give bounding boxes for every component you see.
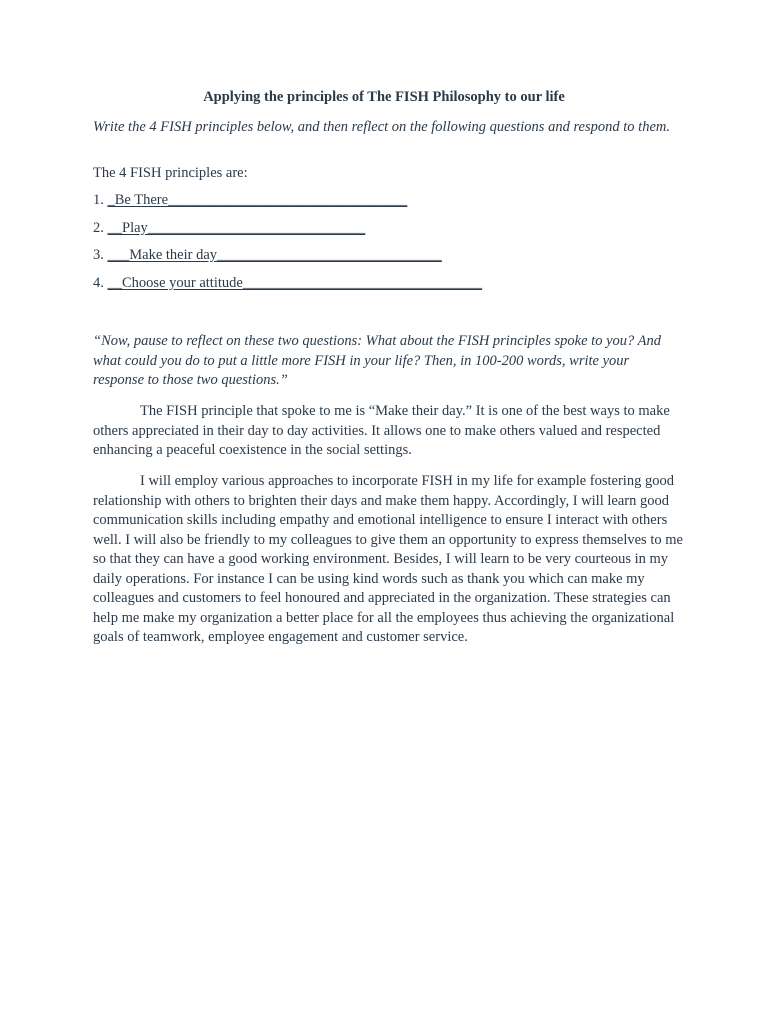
principle-answer: _Be There_________________________________ <box>107 192 408 208</box>
principle-item-1 <box>93 191 407 209</box>
principle-item-3 <box>93 246 442 264</box>
principle-number: 3. <box>93 247 108 263</box>
principle-number: 4. <box>93 275 108 291</box>
principle-number: 2. <box>93 220 108 236</box>
instructions-text: Write the 4 FISH principles below, and then reflect on the following questions and respond to them. <box>93 119 670 135</box>
principles-intro: The 4 FISH principles are: <box>93 165 248 181</box>
document-title: Applying the principles of The FISH Philosophy to our life <box>203 89 565 105</box>
response-paragraph-2: I will employ various approaches to incorporate FISH in my life for example fostering good relationship with others to brighten their days and make them happy. Accordingly, I will learn good communication skills including empathy and emotional intelligence to ensure I interact with others well. I will also be friendly to my colleagues to give them an opportunity to express themselves to me so that they can have a good working environment. Besides, I will learn to be very courteous in my daily operations. For instance I can be using kind words such as thank you which can make my colleagues and customers to feel honoured and appreciated in the organization. These strategies can help me make my organization a better place for all the employees thus achieving the organizational goals of teamwork, employee engagement and customer service. <box>93 473 683 645</box>
principle-item-4 <box>93 274 482 292</box>
principle-item-2 <box>93 219 365 237</box>
principle-answer: __Play______________________________ <box>107 220 366 236</box>
principle-answer: ___Make their day_______________________________ <box>107 247 442 263</box>
response-paragraph-1: The FISH principle that spoke to me is “Make their day.” It is one of the best ways to make others appreciated in their day to day activities. It allows one to make others valued and respected enhancing a peaceful coexistence in the social settings. <box>93 403 670 458</box>
reflection-prompt: “Now, pause to reflect on these two questions: What about the FISH principles spoke to you? And what could you do to put a little more FISH in your life? Then, in 100-200 words, write your response to those two questions.” <box>93 333 661 388</box>
principle-answer: __Choose your attitude_________________________________ <box>107 275 483 291</box>
principle-number: 1. <box>93 192 108 208</box>
